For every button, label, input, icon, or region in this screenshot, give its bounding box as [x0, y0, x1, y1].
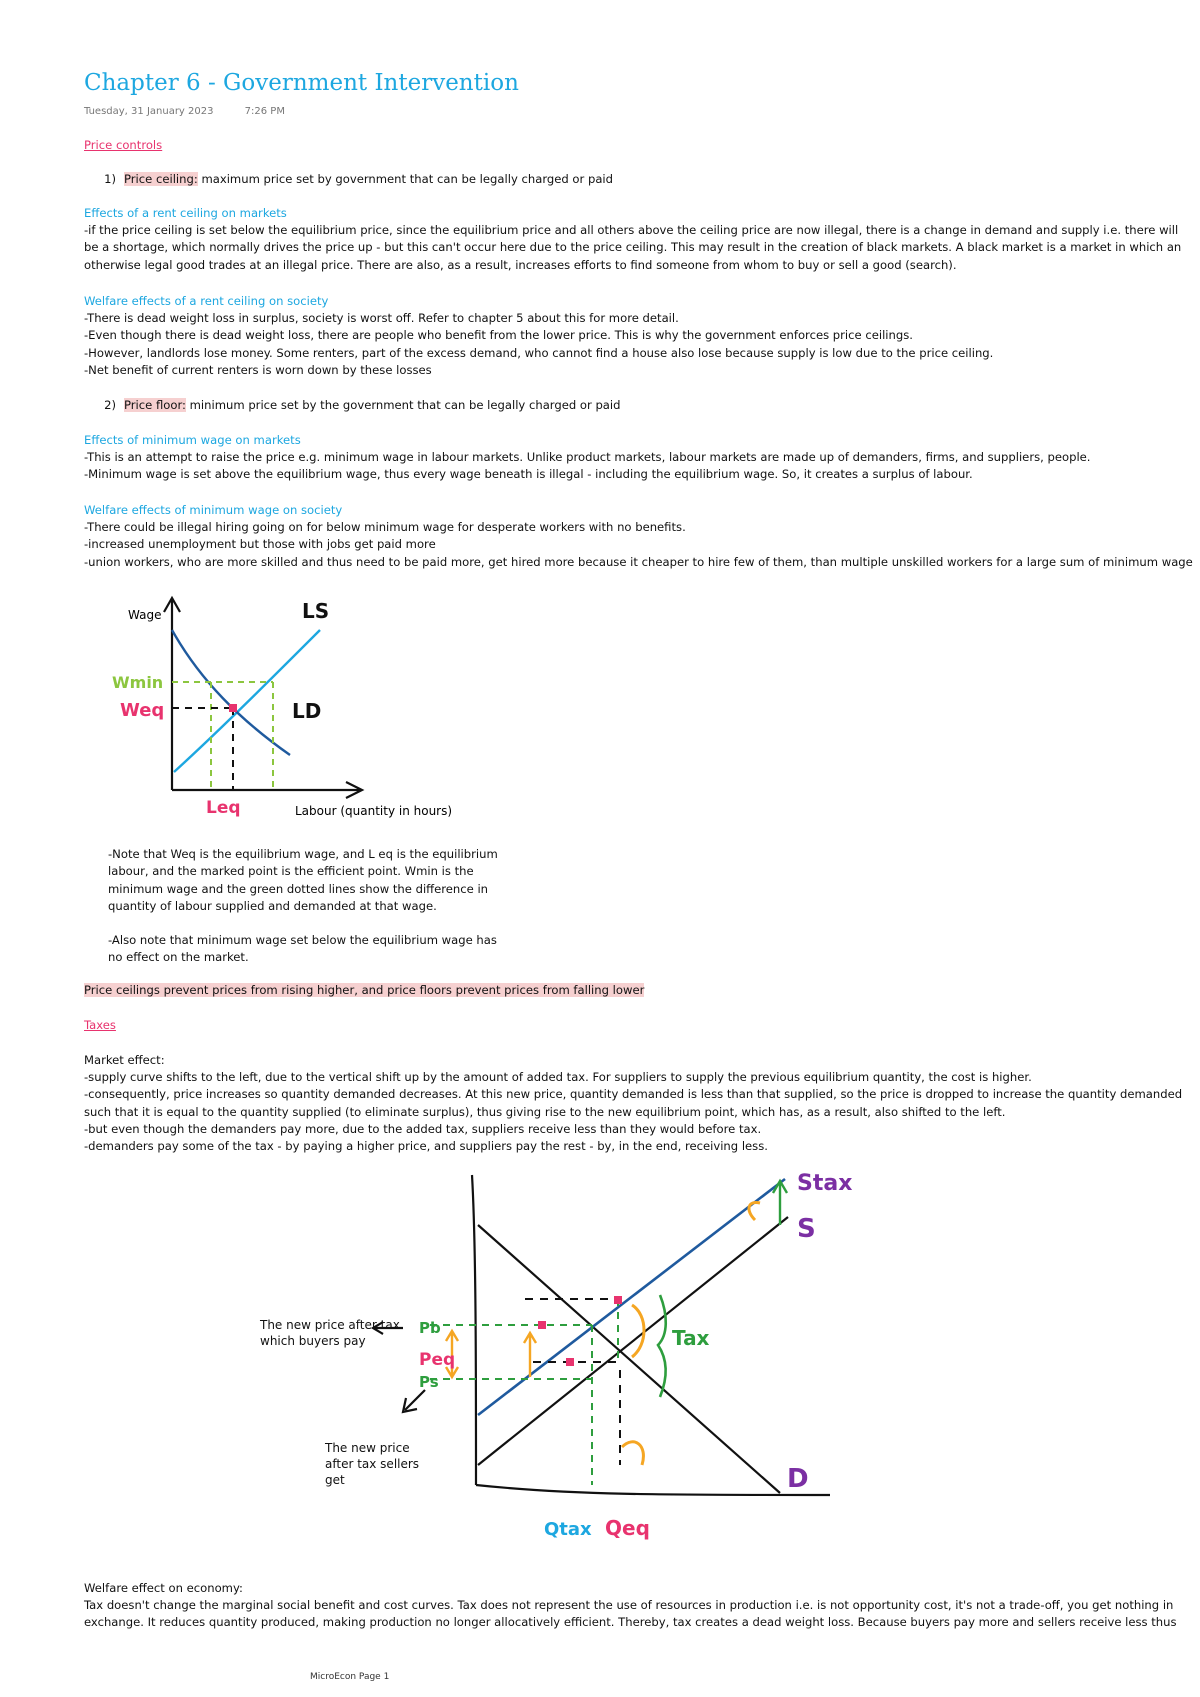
page-title: Chapter 6 - Government Intervention — [84, 70, 519, 96]
rent-markets-body: -if the price ceiling is set below the equilibrium price, since the equilibrium price and all others above the ceiling price are now illegal, there is a change in demand and supply i.e. there will be a shortage, which normally drives the price up - but this can't occur here due to the price ceiling. This may result in the creation of black markets. A black market is a market in which an otherwise legal good trades at an illegal price. There are also, as a result, increases efforts to find someone from whom to buy or sell a good (search). — [84, 223, 1182, 272]
list-item: -demanders pay some of the tax - by paying a higher price, and suppliers pay the rest - by, in the end, receiving less. — [84, 1139, 768, 1154]
page-date: Tuesday, 31 January 2023 — [84, 106, 214, 117]
buyers-price-note: The new price after tax which buyers pay — [260, 1318, 400, 1348]
labour-note-1: -Note that Weq is the equilibrium wage, and L eq is the equilibrium labour, and the marked point is the efficient point. Wmin is the minimum wage and the green dotted lines show the difference in quantity of labour supplied and demanded at that wage. — [108, 847, 498, 913]
tax-price-lines — [430, 1299, 618, 1485]
x-axis-label: Labour (quantity in hours) — [295, 804, 453, 818]
equilibrium-price-label: Peq — [419, 1350, 456, 1370]
labour-demand-label: LD — [292, 699, 322, 723]
tax-label: Tax — [672, 1326, 710, 1350]
equilibrium-lines — [172, 708, 233, 790]
list-item: -There is dead weight loss in surplus, society is worst off. Refer to chapter 5 about this for more detail. — [84, 311, 679, 325]
minwage-markets-heading: Effects of minimum wage on markets — [84, 433, 301, 447]
list-item: -However, landlords lose money. Some renters, part of the excess demand, who cannot find a house also lose because supply is low due to the price ceiling. — [84, 345, 994, 360]
list-item: -consequently, price increases so quantity demanded decreases. At this new price, quantity demanded is less than that supplied, so the price is dropped to increase the quantity demanded such that it is equal to the quantity supplied (to eliminate surplus), thus giving rise to the new equilibrium point, which has, as a result, also shifted to the left. — [84, 1087, 1183, 1119]
minwage-markets-list — [84, 449, 1090, 484]
sellers-note-arrow — [403, 1390, 425, 1412]
list-number: 1) — [104, 172, 116, 186]
labour-market-graph — [110, 590, 453, 830]
supply-label: S — [797, 1214, 816, 1244]
y-axis — [472, 1175, 476, 1485]
market-effect-label: Market effect: — [84, 1053, 165, 1067]
rent-markets-heading: Effects of a rent ceiling on markets — [84, 206, 287, 220]
list-number: 2) — [104, 398, 116, 412]
taxes-heading: Taxes — [84, 1018, 116, 1032]
equilibrium-point — [229, 704, 237, 712]
demand-curve — [478, 1225, 780, 1493]
x-axis — [172, 782, 362, 798]
tax-incidence-graph — [240, 1165, 960, 1545]
tax-point — [614, 1296, 622, 1304]
supply-tax-label: Stax — [797, 1171, 853, 1196]
list-item: -but even though the demanders pay more, due to the added tax, suppliers receive less than they would before tax. — [84, 1121, 762, 1136]
welfare-body: Tax doesn't change the marginal social benefit and cost curves. Tax does not represent the use of resources in production i.e. is not opportunity cost, it's not a trade-off, you get nothing in exchange. It reduces quantity produced, making production no longer allocatively efficient. Thereby, tax creates a dead weight loss. Because buyers pay more and sellers receive less thus — [84, 1598, 1177, 1630]
equilibrium-point — [566, 1358, 574, 1366]
y-axis-label: Wage — [128, 608, 162, 622]
wmin-label: Wmin — [112, 673, 164, 692]
weq-label: Weq — [120, 700, 165, 721]
qeq-label: Qeq — [605, 1516, 650, 1540]
leq-label: Leq — [206, 798, 241, 818]
price-ceiling-item — [84, 171, 613, 188]
seller-price-label: Ps — [419, 1373, 439, 1391]
demand-label: D — [787, 1464, 809, 1494]
minwage-society-heading: Welfare effects of minimum wage on society — [84, 503, 343, 517]
minwage-society-list — [84, 519, 1193, 571]
list-item: -supply curve shifts to the left, due to the vertical shift up by the amount of added tax. For suppliers to supply the previous equilibrium quantity, the cost is higher. — [84, 1070, 1032, 1084]
buyer-price-point — [538, 1321, 546, 1329]
summary-text: Price ceilings prevent prices from rising higher, and price floors prevent prices from falling lower — [84, 983, 645, 997]
labour-note-2: -Also note that minimum wage set below the equilibrium wage has no effect on the market. — [108, 933, 497, 965]
list-item: -Even though there is dead weight loss, there are people who benefit from the lower price. This is why the government enforces price ceilings. — [84, 328, 913, 343]
shift-mark — [749, 1202, 760, 1220]
price-ceiling-term: Price ceiling: — [124, 172, 198, 186]
list-item: -Minimum wage is set above the equilibrium wage, thus every wage beneath is illegal - including the equilibrium wage. So, it creates a surplus of labour. — [84, 467, 973, 482]
labour-supply-label: LS — [302, 599, 330, 623]
rent-society-list — [84, 310, 993, 379]
list-item: -increased unemployment but those with jobs get paid more — [84, 537, 436, 552]
sellers-price-note: The new price after tax sellers get — [325, 1441, 420, 1487]
welfare-heading: Welfare effect on economy: — [84, 1581, 243, 1595]
buyer-price-label: Pb — [419, 1319, 441, 1337]
page-time: 7:26 PM — [244, 106, 285, 117]
y-axis — [164, 598, 180, 790]
equilibrium-lines — [533, 1362, 620, 1465]
price-ceiling-definition: maximum price set by government that can be legally charged or paid — [197, 172, 614, 186]
price-controls-heading: Price controls — [84, 138, 163, 152]
labour-demand-curve — [172, 630, 290, 755]
tax-brace — [658, 1295, 666, 1397]
page-meta — [84, 106, 313, 117]
rent-society-heading: Welfare effects of a rent ceiling on society — [84, 294, 329, 308]
tax-effects-list — [84, 1069, 1194, 1155]
list-item: -union workers, who are more skilled and thus need to be paid more, get hired more because it cheaper to hire few of them, than multiple unskilled workers for a large sum of minimum wage — [84, 554, 1193, 569]
price-floor-item — [84, 397, 621, 414]
page-footer: MicroEcon Page 1 — [310, 1672, 390, 1682]
price-floor-term: Price floor: — [124, 398, 186, 412]
qtax-label: Qtax — [544, 1519, 592, 1540]
list-item: -Net benefit of current renters is worn down by these losses — [84, 362, 432, 377]
list-item: -There could be illegal hiring going on for below minimum wage for desperate workers with no benefits. — [84, 520, 686, 534]
tax-bracket-orange — [632, 1305, 644, 1357]
price-floor-definition: minimum price set by the government that can be legally charged or paid — [185, 398, 621, 412]
price-controls-summary — [84, 982, 644, 999]
quantity-change-arrow — [622, 1442, 643, 1465]
list-item: -This is an attempt to raise the price e.g. minimum wage in labour markets. Unlike product markets, labour markets are made up of demanders, firms, and suppliers, people. — [84, 450, 1091, 464]
